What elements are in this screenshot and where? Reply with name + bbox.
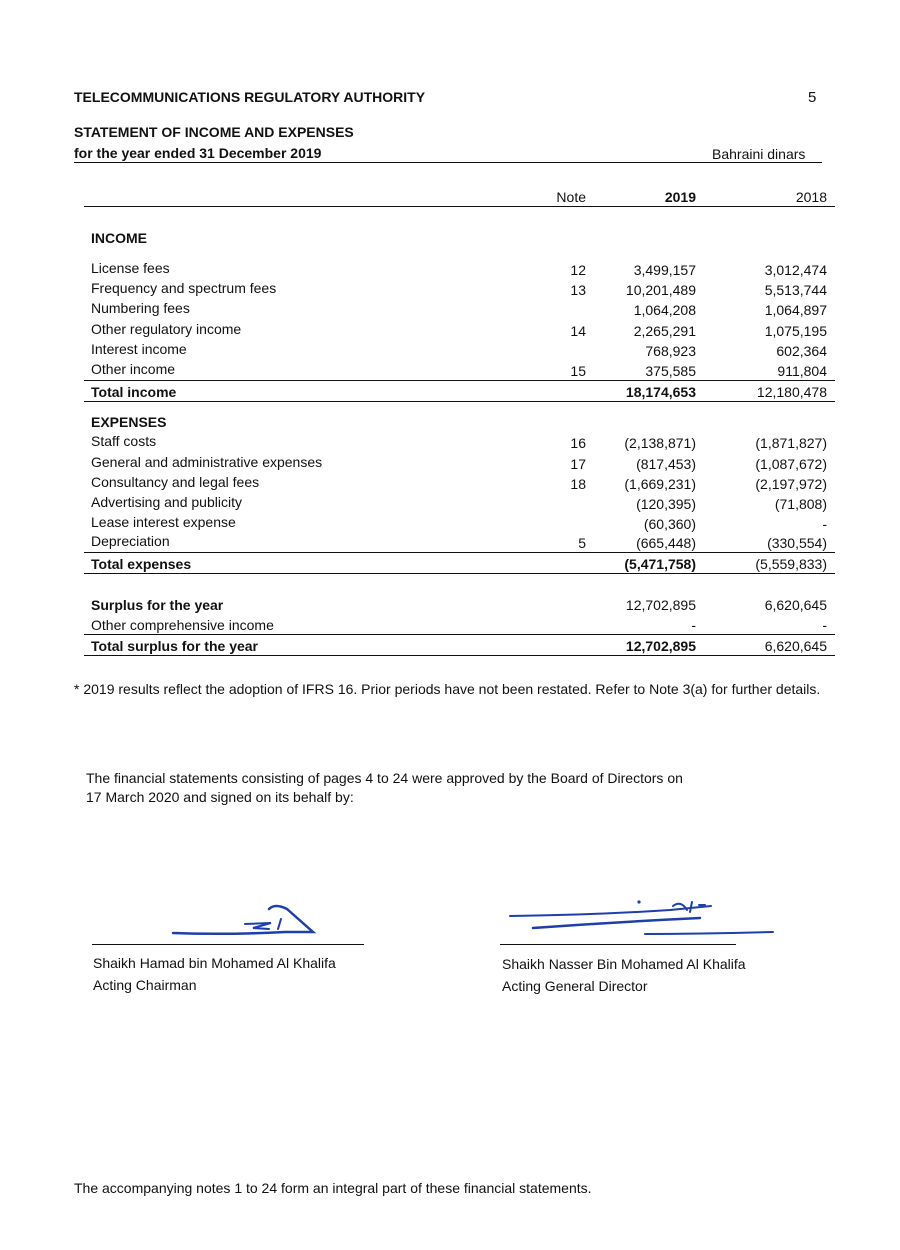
total-expenses-label: Total expenses [91, 556, 192, 572]
expenses-heading: EXPENSES [91, 414, 167, 430]
approval-statement [86, 769, 806, 807]
oci-label: Other comprehensive income [91, 617, 274, 633]
income-total-rule [84, 401, 835, 402]
chairman-block [93, 952, 336, 996]
row-value-2019: (60,360) [643, 516, 696, 532]
row-value-2019: 3,499,157 [633, 262, 696, 278]
row-value-2019: (665,448) [636, 535, 696, 551]
row-label: Interest income [91, 341, 187, 357]
row-value-2018: (1,087,672) [755, 456, 827, 472]
row-value-2019: (2,138,871) [624, 435, 696, 451]
total-surplus-2018: 6,620,645 [764, 638, 827, 654]
row-label: Lease interest expense [91, 514, 236, 530]
row-label: Consultancy and legal fees [91, 474, 260, 490]
row-value-2018: - [822, 516, 827, 532]
total-income-2018: 12,180,478 [756, 384, 827, 400]
row-value-2018: 602,364 [776, 343, 827, 359]
surplus-2018: 6,620,645 [764, 597, 827, 613]
surplus-label: Surplus for the year [91, 597, 224, 613]
chairman-signature [165, 895, 325, 945]
total-income-label: Total income [91, 384, 177, 400]
total-expenses-2019: (5,471,758) [624, 556, 696, 572]
column-header-rule [84, 206, 835, 207]
approval-line-2: 17 March 2020 and signed on its behalf by: [86, 789, 354, 805]
row-label: General and administrative expenses [91, 454, 323, 470]
ifrs16-footnote: * 2019 results reflect the adoption of IFRS 16. Prior periods have not been restated. Refer to Note 3(a) for further details. [74, 681, 821, 697]
director-block [502, 953, 746, 997]
row-note: 15 [570, 363, 586, 379]
row-note: 5 [578, 535, 586, 551]
row-label: Frequency and spectrum fees [91, 280, 277, 296]
organisation-name: TELECOMMUNICATIONS REGULATORY AUTHORITY [74, 89, 426, 105]
surplus-total-rule [84, 655, 835, 656]
row-note: 17 [570, 456, 586, 472]
total-income-2019: 18,174,653 [625, 384, 696, 400]
expenses-subtotal-rule [84, 552, 835, 553]
row-label: Other income [91, 361, 176, 377]
expenses-total-rule [84, 573, 835, 574]
chairman-signature-line [92, 944, 364, 945]
row-value-2018: 1,064,897 [764, 302, 827, 318]
oci-2018: - [822, 617, 827, 633]
row-value-2019: (120,395) [636, 496, 696, 512]
row-label: Depreciation [91, 533, 170, 549]
director-signature-line [500, 944, 736, 945]
statement-period: for the year ended 31 December 2019 [74, 145, 322, 161]
total-surplus-2019: 12,702,895 [625, 638, 696, 654]
income-subtotal-rule [84, 380, 835, 381]
total-surplus-label: Total surplus for the year [91, 638, 258, 654]
column-2019-header: 2019 [664, 189, 696, 205]
row-value-2018: 5,513,744 [764, 282, 827, 298]
total-expenses-2018: (5,559,833) [755, 556, 827, 572]
row-note: 18 [570, 476, 586, 492]
row-value-2019: (1,669,231) [624, 476, 696, 492]
row-value-2019: 2,265,291 [633, 323, 696, 339]
director-name: Shaikh Nasser Bin Mohamed Al Khalifa [502, 956, 746, 972]
page-number: 5 [808, 89, 817, 106]
row-value-2018: (2,197,972) [755, 476, 827, 492]
column-2018-header: 2018 [795, 189, 827, 205]
chairman-title: Acting Chairman [93, 977, 197, 993]
surplus-2019: 12,702,895 [625, 597, 696, 613]
row-label: Numbering fees [91, 300, 190, 316]
row-value-2019: 768,923 [645, 343, 696, 359]
row-value-2018: (1,871,827) [755, 435, 827, 451]
director-title: Acting General Director [502, 978, 648, 994]
row-label: Other regulatory income [91, 321, 242, 337]
header-rule [74, 162, 822, 163]
director-signature [505, 892, 780, 940]
row-label: Staff costs [91, 433, 157, 449]
column-note-header: Note [556, 189, 586, 205]
row-value-2018: 1,075,195 [764, 323, 827, 339]
row-value-2018: 911,804 [777, 363, 827, 379]
row-value-2018: (330,554) [767, 535, 827, 551]
surplus-subtotal-rule [84, 634, 835, 635]
row-label: License fees [91, 260, 170, 276]
chairman-name: Shaikh Hamad bin Mohamed Al Khalifa [93, 955, 336, 971]
row-label: Advertising and publicity [91, 494, 242, 510]
currency-label: Bahraini dinars [712, 146, 806, 162]
statement-title: STATEMENT OF INCOME AND EXPENSES [74, 124, 354, 140]
row-note: 16 [570, 435, 586, 451]
row-value-2019: 1,064,208 [633, 302, 696, 318]
row-value-2019: 10,201,489 [625, 282, 696, 298]
row-note: 13 [570, 282, 586, 298]
row-value-2018: (71,808) [774, 496, 827, 512]
approval-line-1: The financial statements consisting of pages 4 to 24 were approved by the Board of Directors on [86, 770, 683, 786]
row-value-2019: (817,453) [636, 456, 696, 472]
row-value-2018: 3,012,474 [764, 262, 827, 278]
oci-2019: - [691, 617, 696, 633]
notes-integral-statement: The accompanying notes 1 to 24 form an integral part of these financial statements. [74, 1180, 592, 1196]
income-heading: INCOME [91, 230, 147, 246]
row-note: 14 [570, 323, 586, 339]
row-note: 12 [570, 262, 586, 278]
row-value-2019: 375,585 [645, 363, 696, 379]
